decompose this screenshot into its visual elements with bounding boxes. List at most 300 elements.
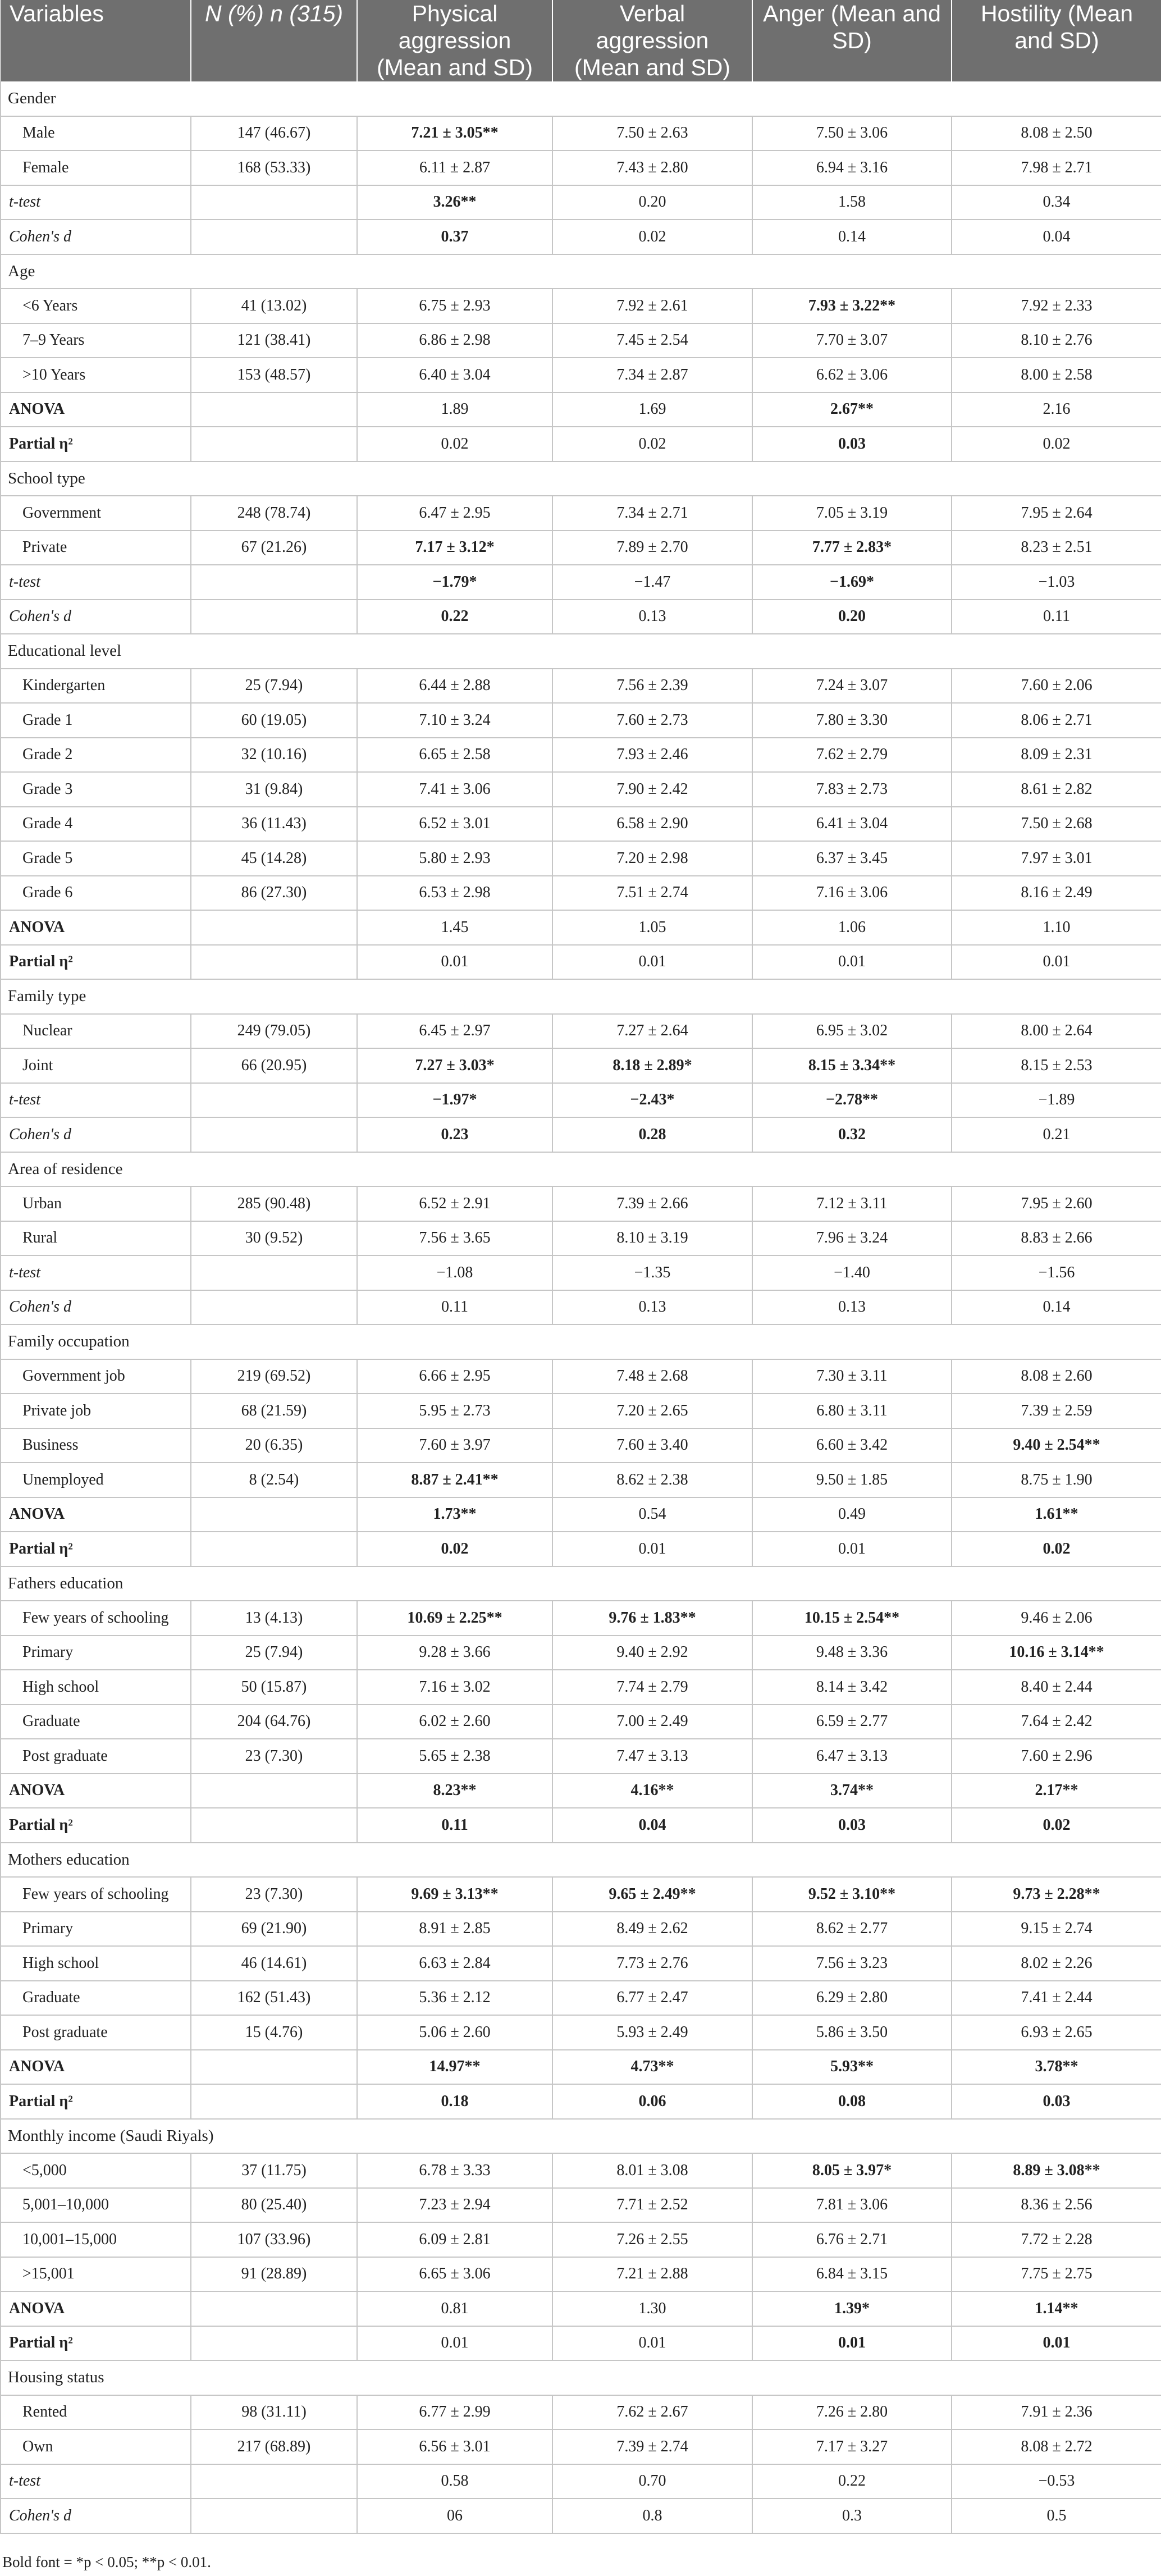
value-cell: 0.01 bbox=[952, 945, 1161, 980]
value-cell: 7.00 ± 2.49 bbox=[552, 1705, 752, 1739]
row-label: Government bbox=[1, 496, 191, 531]
n-cell: 13 (4.13) bbox=[191, 1601, 357, 1636]
group-row bbox=[1, 81, 1161, 116]
value-cell: 7.16 ± 3.06 bbox=[752, 876, 952, 911]
table-row bbox=[1, 323, 1161, 358]
value-cell: 8.62 ± 2.38 bbox=[552, 1463, 752, 1497]
stat-row bbox=[1, 185, 1161, 220]
value-cell: 8.06 ± 2.71 bbox=[952, 703, 1161, 738]
table-row bbox=[1, 1636, 1161, 1670]
value-cell: 8.83 ± 2.66 bbox=[952, 1221, 1161, 1256]
n-cell: 45 (14.28) bbox=[191, 841, 357, 876]
n-cell bbox=[191, 1290, 357, 1325]
value-cell: 7.96 ± 3.24 bbox=[752, 1221, 952, 1256]
value-cell: 7.95 ± 2.60 bbox=[952, 1186, 1161, 1221]
row-label: Partial η² bbox=[1, 2084, 191, 2119]
group-label: Mothers education bbox=[1, 1843, 1161, 1878]
value-cell: 0.01 bbox=[552, 2326, 752, 2361]
n-cell: 36 (11.43) bbox=[191, 807, 357, 842]
value-cell: 10.16 ± 3.14** bbox=[952, 1636, 1161, 1670]
value-cell: 6.62 ± 3.06 bbox=[752, 358, 952, 392]
value-cell: 8.36 ± 2.56 bbox=[952, 2188, 1161, 2223]
value-cell: 8.75 ± 1.90 bbox=[952, 1463, 1161, 1497]
table-row bbox=[1, 807, 1161, 842]
row-label: Cohen's d bbox=[1, 1117, 191, 1152]
table-row bbox=[1, 496, 1161, 531]
value-cell: 0.01 bbox=[357, 2326, 552, 2361]
row-label: Grade 3 bbox=[1, 772, 191, 807]
row-label: Post graduate bbox=[1, 1739, 191, 1774]
value-cell: 7.72 ± 2.28 bbox=[952, 2222, 1161, 2257]
value-cell: 7.74 ± 2.79 bbox=[552, 1670, 752, 1705]
value-cell: 0.01 bbox=[552, 945, 752, 980]
n-cell: 91 (28.89) bbox=[191, 2257, 357, 2292]
value-cell: 0.03 bbox=[752, 427, 952, 462]
row-label: Few years of schooling bbox=[1, 1601, 191, 1636]
value-cell: 6.95 ± 3.02 bbox=[752, 1014, 952, 1049]
value-cell: 7.56 ± 3.23 bbox=[752, 1946, 952, 1981]
row-label: Kindergarten bbox=[1, 669, 191, 704]
stat-row bbox=[1, 2084, 1161, 2119]
value-cell: 6.59 ± 2.77 bbox=[752, 1705, 952, 1739]
stat-row bbox=[1, 220, 1161, 254]
value-cell: 8.91 ± 2.85 bbox=[357, 1912, 552, 1947]
table-row bbox=[1, 1221, 1161, 1256]
row-label: Graduate bbox=[1, 1705, 191, 1739]
value-cell: 7.60 ± 2.06 bbox=[952, 669, 1161, 704]
value-cell: 3.74** bbox=[752, 1774, 952, 1808]
value-cell: 9.15 ± 2.74 bbox=[952, 1912, 1161, 1947]
value-cell: 0.01 bbox=[357, 945, 552, 980]
row-label: t-test bbox=[1, 565, 191, 600]
value-cell: 1.58 bbox=[752, 185, 952, 220]
value-cell: 7.73 ± 2.76 bbox=[552, 1946, 752, 1981]
table-row bbox=[1, 1912, 1161, 1947]
value-cell: 5.86 ± 3.50 bbox=[752, 2015, 952, 2050]
value-cell: 7.50 ± 2.68 bbox=[952, 807, 1161, 842]
value-cell: 6.52 ± 2.91 bbox=[357, 1186, 552, 1221]
value-cell: 7.56 ± 3.65 bbox=[357, 1221, 552, 1256]
group-label: Educational level bbox=[1, 634, 1161, 669]
table-row bbox=[1, 150, 1161, 185]
value-cell: 6.80 ± 3.11 bbox=[752, 1394, 952, 1428]
value-cell: 7.26 ± 2.80 bbox=[752, 2395, 952, 2430]
value-cell: 7.60 ± 2.96 bbox=[952, 1739, 1161, 1774]
table-row bbox=[1, 1601, 1161, 1636]
row-label: Government job bbox=[1, 1359, 191, 1394]
value-cell: −1.89 bbox=[952, 1083, 1161, 1118]
value-cell: 8.09 ± 2.31 bbox=[952, 738, 1161, 773]
header-anger: Anger (Mean and SD) bbox=[752, 0, 952, 81]
value-cell: 8.15 ± 2.53 bbox=[952, 1048, 1161, 1083]
value-cell: 0.58 bbox=[357, 2464, 552, 2499]
value-cell: 7.41 ± 2.44 bbox=[952, 1981, 1161, 2016]
n-cell bbox=[191, 910, 357, 945]
n-cell: 107 (33.96) bbox=[191, 2222, 357, 2257]
table-row bbox=[1, 1428, 1161, 1463]
table-row bbox=[1, 2222, 1161, 2257]
value-cell: 8.49 ± 2.62 bbox=[552, 1912, 752, 1947]
value-cell: 6.65 ± 3.06 bbox=[357, 2257, 552, 2292]
group-row bbox=[1, 1324, 1161, 1359]
value-cell: 1.61** bbox=[952, 1497, 1161, 1532]
n-cell: 285 (90.48) bbox=[191, 1186, 357, 1221]
row-label: Unemployed bbox=[1, 1463, 191, 1497]
value-cell: 2.16 bbox=[952, 392, 1161, 427]
value-cell: 7.41 ± 3.06 bbox=[357, 772, 552, 807]
row-label: Primary bbox=[1, 1636, 191, 1670]
value-cell: 0.11 bbox=[952, 600, 1161, 634]
header-physical-aggression: Physical aggression (Mean and SD) bbox=[357, 0, 552, 81]
n-cell: 80 (25.40) bbox=[191, 2188, 357, 2223]
value-cell: 6.94 ± 3.16 bbox=[752, 150, 952, 185]
value-cell: 7.83 ± 2.73 bbox=[752, 772, 952, 807]
value-cell: 7.92 ± 2.33 bbox=[952, 289, 1161, 323]
value-cell: 6.58 ± 2.90 bbox=[552, 807, 752, 842]
group-row bbox=[1, 1843, 1161, 1878]
value-cell: 6.93 ± 2.65 bbox=[952, 2015, 1161, 2050]
value-cell: 0.37 bbox=[357, 220, 552, 254]
value-cell: 6.84 ± 3.15 bbox=[752, 2257, 952, 2292]
group-label: School type bbox=[1, 462, 1161, 496]
row-label: Urban bbox=[1, 1186, 191, 1221]
value-cell: 2.67** bbox=[752, 392, 952, 427]
stat-row bbox=[1, 1808, 1161, 1843]
row-label: Nuclear bbox=[1, 1014, 191, 1049]
stat-row bbox=[1, 1290, 1161, 1325]
group-label: Gender bbox=[1, 81, 1161, 116]
table-row bbox=[1, 2188, 1161, 2223]
value-cell: −1.40 bbox=[752, 1255, 952, 1290]
value-cell: 7.39 ± 2.59 bbox=[952, 1394, 1161, 1428]
n-cell: 249 (79.05) bbox=[191, 1014, 357, 1049]
value-cell: 9.69 ± 3.13** bbox=[357, 1877, 552, 1912]
table-row bbox=[1, 289, 1161, 323]
value-cell: 1.39* bbox=[752, 2291, 952, 2326]
value-cell: 7.34 ± 2.71 bbox=[552, 496, 752, 531]
n-cell bbox=[191, 1808, 357, 1843]
value-cell: 9.40 ± 2.54** bbox=[952, 1428, 1161, 1463]
value-cell: 6.09 ± 2.81 bbox=[357, 2222, 552, 2257]
table-footnote: Bold font = *p < 0.05; **p < 0.01. bbox=[2, 2554, 211, 2570]
value-cell: 7.24 ± 3.07 bbox=[752, 669, 952, 704]
value-cell: 6.77 ± 2.47 bbox=[552, 1981, 752, 2016]
stat-row bbox=[1, 1117, 1161, 1152]
group-row bbox=[1, 979, 1161, 1014]
row-label: Joint bbox=[1, 1048, 191, 1083]
value-cell: 8.00 ± 2.58 bbox=[952, 358, 1161, 392]
value-cell: 1.14** bbox=[952, 2291, 1161, 2326]
row-label: 10,001–15,000 bbox=[1, 2222, 191, 2257]
table-row bbox=[1, 738, 1161, 773]
value-cell: 1.10 bbox=[952, 910, 1161, 945]
row-label: Graduate bbox=[1, 1981, 191, 2016]
value-cell: 7.16 ± 3.02 bbox=[357, 1670, 552, 1705]
table-row bbox=[1, 1981, 1161, 2016]
value-cell: 7.71 ± 2.52 bbox=[552, 2188, 752, 2223]
table-row bbox=[1, 1359, 1161, 1394]
value-cell: 7.20 ± 2.98 bbox=[552, 841, 752, 876]
value-cell: −2.78** bbox=[752, 1083, 952, 1118]
n-cell bbox=[191, 1532, 357, 1566]
value-cell: −1.79* bbox=[357, 565, 552, 600]
value-cell: −1.03 bbox=[952, 565, 1161, 600]
value-cell: 1.06 bbox=[752, 910, 952, 945]
value-cell: 6.63 ± 2.84 bbox=[357, 1946, 552, 1981]
n-cell bbox=[191, 2050, 357, 2085]
stat-row bbox=[1, 1255, 1161, 1290]
value-cell: 1.05 bbox=[552, 910, 752, 945]
row-label: >15,001 bbox=[1, 2257, 191, 2292]
table-body bbox=[1, 81, 1161, 2533]
row-label: Grade 4 bbox=[1, 807, 191, 842]
value-cell: −1.47 bbox=[552, 565, 752, 600]
value-cell: 7.05 ± 3.19 bbox=[752, 496, 952, 531]
value-cell: 8.23** bbox=[357, 1774, 552, 1808]
row-label: Cohen's d bbox=[1, 2499, 191, 2533]
value-cell: 0.18 bbox=[357, 2084, 552, 2119]
value-cell: 7.62 ± 2.79 bbox=[752, 738, 952, 773]
value-cell: 0.01 bbox=[752, 945, 952, 980]
n-cell: 98 (31.11) bbox=[191, 2395, 357, 2430]
row-label: Cohen's d bbox=[1, 220, 191, 254]
group-row bbox=[1, 2360, 1161, 2395]
n-cell bbox=[191, 1497, 357, 1532]
n-cell: 168 (53.33) bbox=[191, 150, 357, 185]
value-cell: 7.70 ± 3.07 bbox=[752, 323, 952, 358]
table-row bbox=[1, 1014, 1161, 1049]
header-verbal-aggression: Verbal aggression (Mean and SD) bbox=[552, 0, 752, 81]
value-cell: 8.16 ± 2.49 bbox=[952, 876, 1161, 911]
row-label: ANOVA bbox=[1, 910, 191, 945]
row-label: Private bbox=[1, 531, 191, 565]
value-cell: 9.65 ± 2.49** bbox=[552, 1877, 752, 1912]
stat-row bbox=[1, 2499, 1161, 2533]
row-label: Partial η² bbox=[1, 1532, 191, 1566]
n-cell: 50 (15.87) bbox=[191, 1670, 357, 1705]
row-label: ANOVA bbox=[1, 1774, 191, 1808]
table-row bbox=[1, 1670, 1161, 1705]
value-cell: 0.03 bbox=[752, 1808, 952, 1843]
value-cell: 0.13 bbox=[752, 1290, 952, 1325]
stat-row bbox=[1, 1497, 1161, 1532]
row-label: Partial η² bbox=[1, 1808, 191, 1843]
value-cell: 8.01 ± 3.08 bbox=[552, 2153, 752, 2188]
value-cell: 0.70 bbox=[552, 2464, 752, 2499]
row-label: Business bbox=[1, 1428, 191, 1463]
group-label: Age bbox=[1, 254, 1161, 289]
n-cell bbox=[191, 427, 357, 462]
n-cell: 147 (46.67) bbox=[191, 116, 357, 151]
value-cell: 6.77 ± 2.99 bbox=[357, 2395, 552, 2430]
value-cell: 5.93** bbox=[752, 2050, 952, 2085]
value-cell: 9.48 ± 3.36 bbox=[752, 1636, 952, 1670]
value-cell: 5.93 ± 2.49 bbox=[552, 2015, 752, 2050]
row-label: Primary bbox=[1, 1912, 191, 1947]
stat-row bbox=[1, 2291, 1161, 2326]
value-cell: 7.64 ± 2.42 bbox=[952, 1705, 1161, 1739]
row-label: t-test bbox=[1, 2464, 191, 2499]
value-cell: 6.66 ± 2.95 bbox=[357, 1359, 552, 1394]
value-cell: 8.08 ± 2.50 bbox=[952, 116, 1161, 151]
value-cell: 7.62 ± 2.67 bbox=[552, 2395, 752, 2430]
value-cell: 7.93 ± 3.22** bbox=[752, 289, 952, 323]
row-label: Private job bbox=[1, 1394, 191, 1428]
n-cell: 31 (9.84) bbox=[191, 772, 357, 807]
n-cell bbox=[191, 1774, 357, 1808]
value-cell: 6.76 ± 2.71 bbox=[752, 2222, 952, 2257]
value-cell: 0.02 bbox=[357, 1532, 552, 1566]
value-cell: 9.50 ± 1.85 bbox=[752, 1463, 952, 1497]
value-cell: 7.34 ± 2.87 bbox=[552, 358, 752, 392]
stat-row bbox=[1, 1083, 1161, 1118]
stat-row bbox=[1, 392, 1161, 427]
value-cell: 0.8 bbox=[552, 2499, 752, 2533]
row-label: Grade 2 bbox=[1, 738, 191, 773]
n-cell: 68 (21.59) bbox=[191, 1394, 357, 1428]
value-cell: 0.81 bbox=[357, 2291, 552, 2326]
value-cell: 0.20 bbox=[552, 185, 752, 220]
value-cell: 10.15 ± 2.54** bbox=[752, 1601, 952, 1636]
row-label: Grade 5 bbox=[1, 841, 191, 876]
value-cell: 7.43 ± 2.80 bbox=[552, 150, 752, 185]
table-row bbox=[1, 1394, 1161, 1428]
value-cell: −2.43* bbox=[552, 1083, 752, 1118]
value-cell: 7.89 ± 2.70 bbox=[552, 531, 752, 565]
row-label: High school bbox=[1, 1946, 191, 1981]
row-label: 5,001–10,000 bbox=[1, 2188, 191, 2223]
value-cell: 0.34 bbox=[952, 185, 1161, 220]
value-cell: 8.10 ± 2.76 bbox=[952, 323, 1161, 358]
row-label: t-test bbox=[1, 185, 191, 220]
table-row bbox=[1, 116, 1161, 151]
table-header bbox=[1, 0, 1161, 81]
row-label: Partial η² bbox=[1, 945, 191, 980]
value-cell: 9.76 ± 1.83** bbox=[552, 1601, 752, 1636]
value-cell: −1.08 bbox=[357, 1255, 552, 1290]
value-cell: 7.48 ± 2.68 bbox=[552, 1359, 752, 1394]
header-n: N (%) n (315) bbox=[191, 0, 357, 81]
stat-row bbox=[1, 910, 1161, 945]
value-cell: 06 bbox=[357, 2499, 552, 2533]
table-row bbox=[1, 841, 1161, 876]
stat-row bbox=[1, 427, 1161, 462]
value-cell: 8.14 ± 3.42 bbox=[752, 1670, 952, 1705]
value-cell: 5.36 ± 2.12 bbox=[357, 1981, 552, 2016]
value-cell: 6.75 ± 2.93 bbox=[357, 289, 552, 323]
value-cell: 0.04 bbox=[552, 1808, 752, 1843]
value-cell: 7.47 ± 3.13 bbox=[552, 1739, 752, 1774]
n-cell: 153 (48.57) bbox=[191, 358, 357, 392]
n-cell bbox=[191, 220, 357, 254]
row-label: High school bbox=[1, 1670, 191, 1705]
value-cell: 6.78 ± 3.33 bbox=[357, 2153, 552, 2188]
table-row bbox=[1, 876, 1161, 911]
value-cell: 7.60 ± 2.73 bbox=[552, 703, 752, 738]
n-cell bbox=[191, 185, 357, 220]
stat-row bbox=[1, 945, 1161, 980]
value-cell: 0.02 bbox=[552, 220, 752, 254]
row-label: Female bbox=[1, 150, 191, 185]
n-cell: 8 (2.54) bbox=[191, 1463, 357, 1497]
value-cell: 7.23 ± 2.94 bbox=[357, 2188, 552, 2223]
n-cell: 41 (13.02) bbox=[191, 289, 357, 323]
table-row bbox=[1, 1877, 1161, 1912]
table-row bbox=[1, 1186, 1161, 1221]
value-cell: −1.35 bbox=[552, 1255, 752, 1290]
value-cell: 8.87 ± 2.41** bbox=[357, 1463, 552, 1497]
value-cell: 0.01 bbox=[952, 2326, 1161, 2361]
n-cell: 37 (11.75) bbox=[191, 2153, 357, 2188]
n-cell bbox=[191, 2084, 357, 2119]
value-cell: 6.11 ± 2.87 bbox=[357, 150, 552, 185]
value-cell: 7.17 ± 3.27 bbox=[752, 2429, 952, 2464]
table-row bbox=[1, 1739, 1161, 1774]
n-cell: 67 (21.26) bbox=[191, 531, 357, 565]
group-row bbox=[1, 1566, 1161, 1601]
n-cell bbox=[191, 2291, 357, 2326]
n-cell: 217 (68.89) bbox=[191, 2429, 357, 2464]
value-cell: 8.05 ± 3.97* bbox=[752, 2153, 952, 2188]
value-cell: 1.69 bbox=[552, 392, 752, 427]
value-cell: 8.10 ± 3.19 bbox=[552, 1221, 752, 1256]
value-cell: 9.73 ± 2.28** bbox=[952, 1877, 1161, 1912]
group-row bbox=[1, 1152, 1161, 1187]
value-cell: 7.12 ± 3.11 bbox=[752, 1186, 952, 1221]
row-label: Rural bbox=[1, 1221, 191, 1256]
value-cell: 0.28 bbox=[552, 1117, 752, 1152]
stat-row bbox=[1, 2326, 1161, 2361]
row-label: Few years of schooling bbox=[1, 1877, 191, 1912]
value-cell: 7.50 ± 2.63 bbox=[552, 116, 752, 151]
n-cell: 121 (38.41) bbox=[191, 323, 357, 358]
group-label: Fathers education bbox=[1, 1566, 1161, 1601]
value-cell: 8.89 ± 3.08** bbox=[952, 2153, 1161, 2188]
value-cell: 7.60 ± 3.97 bbox=[357, 1428, 552, 1463]
n-cell: 248 (78.74) bbox=[191, 496, 357, 531]
stat-row bbox=[1, 565, 1161, 600]
n-cell: 46 (14.61) bbox=[191, 1946, 357, 1981]
table-row bbox=[1, 703, 1161, 738]
n-cell bbox=[191, 1255, 357, 1290]
value-cell: 7.81 ± 3.06 bbox=[752, 2188, 952, 2223]
value-cell: 14.97** bbox=[357, 2050, 552, 2085]
value-cell: 6.44 ± 2.88 bbox=[357, 669, 552, 704]
value-cell: 7.97 ± 3.01 bbox=[952, 841, 1161, 876]
value-cell: 0.20 bbox=[752, 600, 952, 634]
value-cell: 0.14 bbox=[752, 220, 952, 254]
value-cell: 1.73** bbox=[357, 1497, 552, 1532]
value-cell: 6.65 ± 2.58 bbox=[357, 738, 552, 773]
n-cell: 60 (19.05) bbox=[191, 703, 357, 738]
table-row bbox=[1, 1946, 1161, 1981]
value-cell: 5.95 ± 2.73 bbox=[357, 1394, 552, 1428]
group-label: Monthly income (Saudi Riyals) bbox=[1, 2119, 1161, 2154]
value-cell: 7.39 ± 2.74 bbox=[552, 2429, 752, 2464]
value-cell: 0.11 bbox=[357, 1808, 552, 1843]
row-label: Male bbox=[1, 116, 191, 151]
value-cell: 7.51 ± 2.74 bbox=[552, 876, 752, 911]
row-label: Cohen's d bbox=[1, 600, 191, 634]
value-cell: 0.5 bbox=[952, 2499, 1161, 2533]
value-cell: 8.23 ± 2.51 bbox=[952, 531, 1161, 565]
n-cell bbox=[191, 2326, 357, 2361]
value-cell: 8.00 ± 2.64 bbox=[952, 1014, 1161, 1049]
value-cell: 1.89 bbox=[357, 392, 552, 427]
n-cell bbox=[191, 2499, 357, 2533]
value-cell: 7.45 ± 2.54 bbox=[552, 323, 752, 358]
value-cell: 0.13 bbox=[552, 1290, 752, 1325]
